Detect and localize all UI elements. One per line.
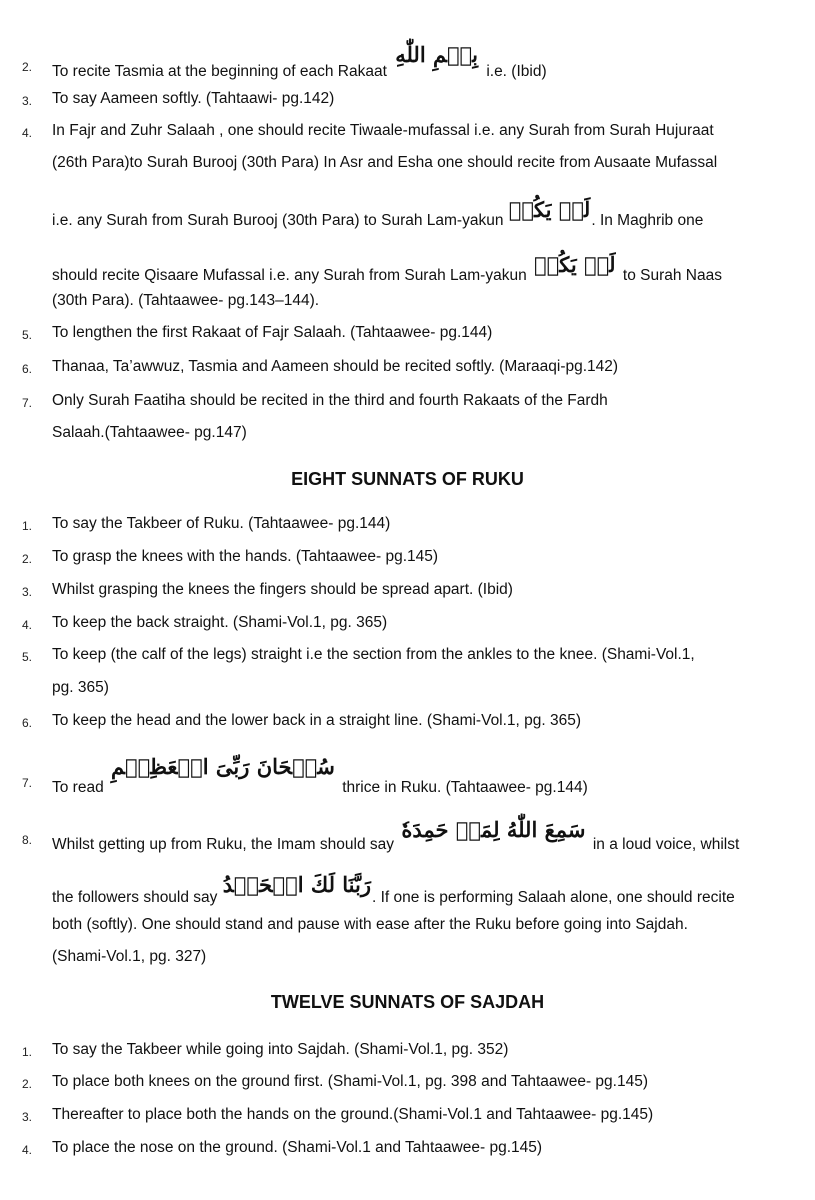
item-text-line: pg. 365) [52,679,109,696]
item-text-line: should recite Qisaare Mufassal i.e. any Surah from Surah Lam-yakun لَمۡ یَكُنۡ to Surah Naas [52,252,722,284]
item-number: 4. [22,1143,33,1157]
item-text: To keep the back straight. (Shami-Vol.1, pg. 365) [52,614,388,631]
item-text: Thanaa, Ta’awwuz, Tasmia and Aameen should be recited softly. (Maraaqi-pg.142) [52,358,619,375]
item-text: To read سُبۡحَانَ رَبِّیَ الۡعَظِیۡمِ thrice in Ruku. (Tahtaawee- pg.144) [52,754,588,796]
item-number: 8. [22,833,33,847]
section-heading-sajdah: TWELVE SUNNATS OF SAJDAH [270,992,545,1012]
arabic-sami-allahu: سَمِعَ اللّٰهُ لِمَنۡ حَمِدَهٗ [401,817,586,842]
item-text: To grasp the knees with the hands. (Tahtaawee- pg.145) [52,548,439,565]
item-text: To keep the head and the lower back in a straight line. (Shami-Vol.1, pg. 365) [52,712,582,729]
item-number: 6. [22,716,33,730]
section-heading-ruku: EIGHT SUNNATS OF RUKU [291,469,524,489]
item-text: To lengthen the first Rakaat of Fajr Salaah. (Tahtaawee- pg.144) [52,324,493,341]
item-text: To recite Tasmia at the beginning of each Rakaat بِسۡمِ اللّٰهِ i.e. (Ibid) [52,42,547,80]
item-text-line: (26th Para)to Surah Burooj (30th Para) In Asr and Esha one should recite from Ausaate Mufassal [52,154,718,171]
item-number: 3. [22,1110,33,1124]
item-number: 5. [22,328,33,342]
item-text: Whilst grasping the knees the fingers should be spread apart. (Ibid) [52,581,513,598]
item-number: 1. [22,1045,33,1059]
item-text-line: i.e. any Surah from Surah Burooj (30th Para) to Surah Lam-yakun لَمۡ یَكُنۡ. In Maghrib one [52,197,704,229]
arabic-rabbana-lakal-hamd: رَبَّنَا لَكَ الۡحَمۡدُ [222,872,371,897]
item-text-line: In Fajr and Zuhr Salaah , one should recite Tiwaale-mufassal i.e. any Surah from Surah Hujuraat [52,122,714,139]
item-text-line: To keep (the calf of the legs) straight i.e the section from the ankles to the knee. (Shami-Vol.1, [52,646,695,663]
item-number: 2. [22,1077,33,1091]
item-number: 7. [22,776,33,790]
item-number: 2. [22,60,33,74]
item-number: 6. [22,362,33,376]
item-number: 3. [22,585,33,599]
arabic-lam-yakun: لَمۡ یَكُنۡ [508,197,591,222]
arabic-tasmia: بِسۡمِ اللّٰهِ [395,42,478,67]
item-text-line: Whilst getting up from Ruku, the Imam should say سَمِعَ اللّٰهُ لِمَنۡ حَمِدَهٗ in a loud voice, whilst [52,817,740,853]
item-text: Thereafter to place both the hands on the ground.(Shami-Vol.1 and Tahtaawee- pg.145) [52,1106,654,1123]
item-text: To place the nose on the ground. (Shami-Vol.1 and Tahtaawee- pg.145) [52,1139,543,1156]
item-text-line: (30th Para). (Tahtaawee- pg.143–144). [52,292,320,309]
item-text: To say Aameen softly. (Tahtaawi- pg.142) [52,90,335,107]
item-number: 5. [22,650,33,664]
item-number: 4. [22,126,33,140]
item-number: 4. [22,618,33,632]
item-number: 1. [22,519,33,533]
item-text: To say the Takbeer while going into Sajdah. (Shami-Vol.1, pg. 352) [52,1041,509,1058]
item-text: To place both knees on the ground first. (Shami-Vol.1, pg. 398 and Tahtaawee- pg.145) [52,1073,648,1090]
arabic-lam-yakun: لَمۡ یَكُنۡ [534,252,616,277]
item-number: 3. [22,94,33,108]
item-text: To say the Takbeer of Ruku. (Tahtaawee- pg.144) [52,515,391,532]
item-number: 2. [22,552,33,566]
arabic-subhana-rabbiyal-azeem: سُبۡحَانَ رَبِّیَ الۡعَظِیۡمِ [111,754,335,779]
item-text-line: Only Surah Faatiha should be recited in the third and fourth Rakaats of the Fardh [52,392,608,409]
item-text-line: Salaah.(Tahtaawee- pg.147) [52,424,247,441]
item-number: 7. [22,396,33,410]
item-text-line: both (softly). One should stand and pause with ease after the Ruku before going into Sajdah. [52,916,688,933]
item-text-line: (Shami-Vol.1, pg. 327) [52,948,207,965]
item-text-line: the followers should say رَبَّنَا لَكَ الۡحَمۡدُ. If one is performing Salaah alone, one should recite [52,872,735,906]
